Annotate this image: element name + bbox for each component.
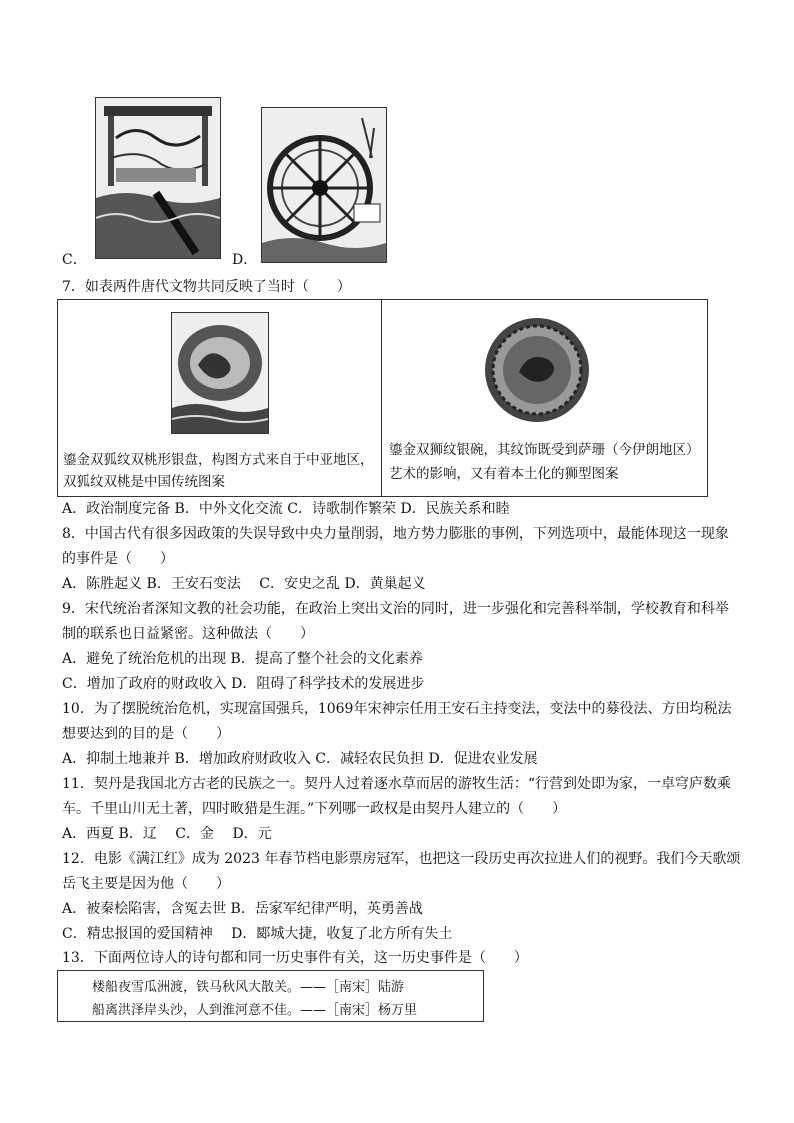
poem-line-2: 船离洪泽岸头沙，人到淮河意不佳。——［南宋］杨万里 xyxy=(92,1003,418,1018)
option-d-label: D． xyxy=(232,252,258,268)
q12-stem-line-1: 12．电影《满江红》成为 2023 年春节档电影票房冠军，也把这一段历史再次拉进人们的视野。我们今天歌颂 xyxy=(62,851,741,867)
q10-stem-line-2: 想要达到的目的是（ ） xyxy=(62,726,230,742)
silver-bowl-image xyxy=(483,316,591,424)
right-caption-line-2: 艺术的影响，又有着本土化的狮型图案 xyxy=(389,466,619,482)
fox-plate-icon xyxy=(172,313,268,433)
option-d-image xyxy=(261,107,387,263)
table-divider xyxy=(381,300,382,496)
q7-artifact-table xyxy=(57,299,708,497)
q11-options: A．西夏 B．辽 C．金 D．元 xyxy=(62,826,272,842)
scene-illustration-icon xyxy=(96,98,220,258)
q8-stem-line-1: 8．中国古代有很多因政策的失误导致中央力量削弱，地方势力膨胀的事例，下列选项中，最能体现这一现象 xyxy=(62,526,729,542)
q9-options-line-2: C．增加了政府的财政收入 D．阻碍了科学技术的发展进步 xyxy=(62,676,425,692)
q11-stem-line-1: 11．契丹是我国北方古老的民族之一。契丹人过着逐水草而居的游牧生活：“行营到处即为家，一卓穹庐数乘 xyxy=(62,776,731,792)
poem-line-1: 楼船夜雪瓜洲渡，铁马秋风大散关。——［南宋］陆游 xyxy=(92,980,405,995)
option-c-label: C． xyxy=(62,252,87,268)
water-wheel-icon xyxy=(262,108,386,262)
q7-stem: 7．如表两件唐代文物共同反映了当时（ ） xyxy=(62,279,351,295)
q12-options-line-2: C．精忠报国的爱国精神 D．郾城大捷，收复了北方所有失土 xyxy=(62,926,453,942)
q12-options-line-1: A．被秦桧陷害，含冤去世 B．岳家军纪律严明，英勇善战 xyxy=(62,901,423,917)
right-caption-line-1: 鎏金双狮纹银碗，其纹饰既受到萨珊（今伊朗地区） xyxy=(389,442,700,458)
q9-options-line-1: A．避免了统治危机的出现 B．提高了整个社会的文化素养 xyxy=(62,651,423,667)
left-caption-line-1: 鎏金双狐纹双桃形银盘，构图方式来自于中亚地区， xyxy=(63,452,374,468)
q7-options: A．政治制度完备 B．中外文化交流 C．诗歌制作繁荣 D．民族关系和睦 xyxy=(62,501,510,517)
q10-stem-line-1: 10．为了摆脱统治危机，实现富国强兵，1069年宋神宗任用王安石主持变法，变法中的募役法、方田均税法 xyxy=(62,701,732,717)
q9-stem-line-2: 制的联系也日益紧密。这种做法（ ） xyxy=(62,626,314,642)
q13-stem: 13．下面两位诗人的诗句都和同一历史事件有关，这一历史事件是（ ） xyxy=(62,950,528,966)
q13-poem-box xyxy=(57,970,484,1022)
q9-stem-line-1: 9．宋代统治者深知文教的社会功能，在政治上突出文治的同时，进一步强化和完善科举制，学校教育和科举 xyxy=(62,601,729,617)
q8-stem-line-2: 的事件是（ ） xyxy=(62,551,174,567)
option-c-image xyxy=(95,97,221,259)
lion-bowl-icon xyxy=(483,316,591,424)
q8-options: A．陈胜起义 B．王安石变法 C．安史之乱 D．黄巢起义 xyxy=(62,576,426,592)
q12-stem-line-2: 岳飞主要是因为他（ ） xyxy=(62,876,230,892)
q11-stem-line-2: 车。千里山川无土著，四时畋猎是生涯。”下列哪一政权是由契丹人建立的（ ） xyxy=(62,801,567,817)
q10-options: A．抑制土地兼并 B．增加政府财政收入 C．减轻农民负担 D．促进农业发展 xyxy=(62,751,538,767)
left-caption-line-2: 双狐纹双桃是中国传统图案 xyxy=(63,474,225,490)
silver-plate-image xyxy=(171,312,269,434)
